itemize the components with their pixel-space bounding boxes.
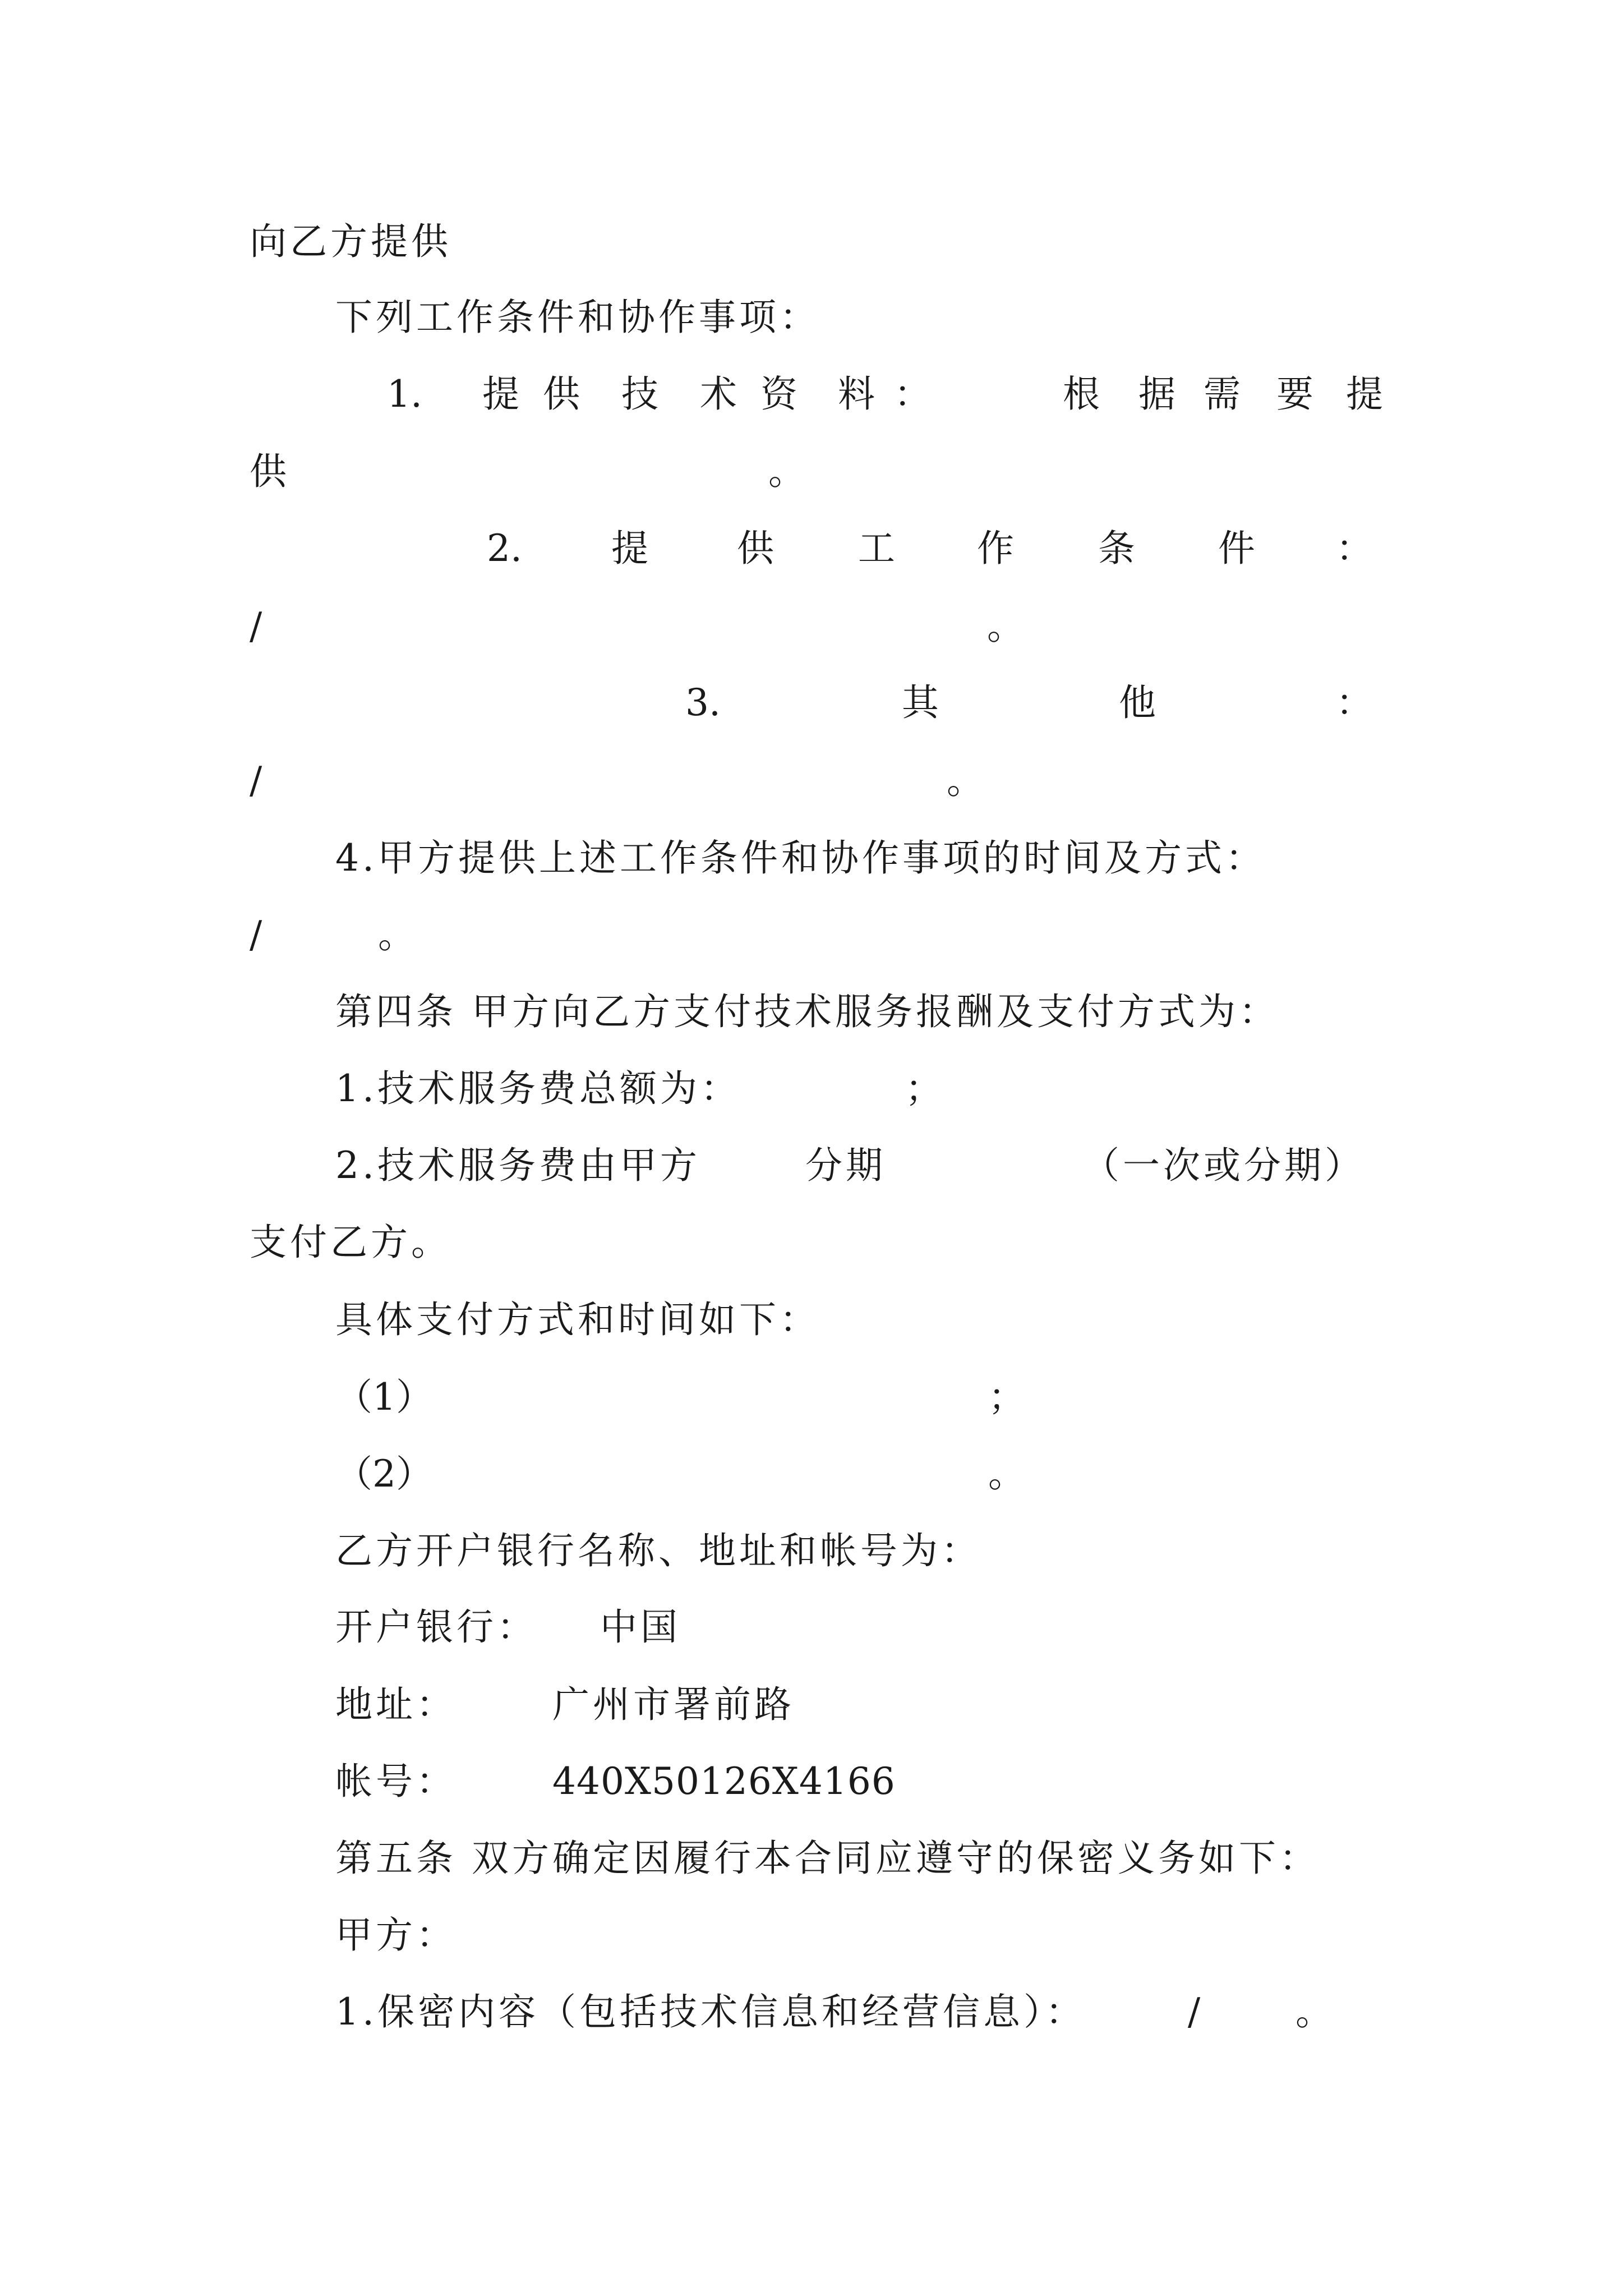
party-label: 甲方： (335, 1913, 457, 1957)
item-1-end: 。 (768, 450, 805, 493)
item-char: 要 (1276, 372, 1313, 416)
paragraph-line: 乙方开户银行名称、地址和帐号为： (335, 1529, 981, 1572)
item-char: 提 (482, 372, 519, 416)
item-number: 1. (387, 372, 422, 416)
paragraph-line: 具体支付方式和时间如下： (335, 1298, 820, 1341)
payment-note: （一次或分期） (1082, 1144, 1365, 1187)
item-char: 料 (838, 372, 875, 416)
address-label: 地址： (335, 1683, 457, 1726)
article-heading: 第四条 甲方向乙方支付技术服务报酬及支付方式为： (335, 990, 1279, 1033)
item-char: 提 (1346, 372, 1383, 416)
sub-item-end: 。 (988, 1452, 1025, 1496)
item-char: 其 (902, 681, 939, 724)
item-4-end: 。 (378, 913, 415, 956)
item-char: 供 (737, 527, 774, 570)
paragraph-line: 2.技术服务费由甲方 (335, 1144, 700, 1187)
item-3-end: 。 (947, 759, 984, 802)
item-char: 作 (977, 527, 1014, 570)
sub-item-label: （2） (335, 1452, 433, 1496)
paragraph-line: 4.甲方提供上述工作条件和协作事项的时间及方式： (335, 836, 1266, 880)
item-char: 资 (760, 372, 797, 416)
sub-item-end: ； (988, 1375, 1025, 1419)
confidential-value: / (1188, 1990, 1201, 2033)
account-label: 帐号： (335, 1760, 457, 1803)
item-char: 他 (1119, 681, 1156, 724)
confidential-end: 。 (1295, 1990, 1332, 2033)
item-char: 据 (1138, 372, 1175, 416)
paragraph-line: 1.技术服务费总额为： (335, 1067, 741, 1110)
fee-total-end: ； (905, 1067, 942, 1110)
item-char: 工 (858, 527, 895, 570)
item-char: 需 (1204, 372, 1241, 416)
item-2-value: / (250, 605, 262, 648)
item-char: ： (894, 372, 931, 416)
item-char: ： (1336, 527, 1373, 570)
item-char: 供 (543, 372, 580, 416)
item-char: 条 (1098, 527, 1135, 570)
sub-item-label: （1） (335, 1375, 433, 1419)
payment-value: 分期 (805, 1144, 886, 1187)
item-char: 根 (1063, 372, 1100, 416)
item-number: 2. (487, 527, 522, 570)
item-3-value: / (250, 759, 262, 802)
article-heading: 第五条 双方确定因履行本合同应遵守的保密义务如下： (335, 1837, 1320, 1880)
bank-value: 中国 (600, 1605, 681, 1649)
item-2-end: 。 (987, 605, 1024, 648)
account-value: 440X50126X4166 (552, 1760, 896, 1803)
item-char: 件 (1218, 527, 1255, 570)
paragraph-line: 支付乙方。 (250, 1221, 451, 1264)
item-number: 3. (685, 681, 721, 724)
paragraph-line: 1.保密内容（包括技术信息和经营信息）： (335, 1990, 1086, 2033)
item-char: 提 (611, 527, 648, 570)
address-value: 广州市署前路 (552, 1683, 795, 1726)
paragraph-line: 向乙方提供 (250, 220, 451, 263)
item-char: 技 (621, 372, 658, 416)
item-char: ： (1336, 681, 1373, 724)
item-1-continuation: 供 (250, 450, 287, 493)
paragraph-line: 下列工作条件和协作事项： (335, 296, 820, 339)
bank-label: 开户银行： (335, 1605, 537, 1649)
item-4-value: / (250, 913, 262, 956)
item-char: 术 (700, 372, 737, 416)
